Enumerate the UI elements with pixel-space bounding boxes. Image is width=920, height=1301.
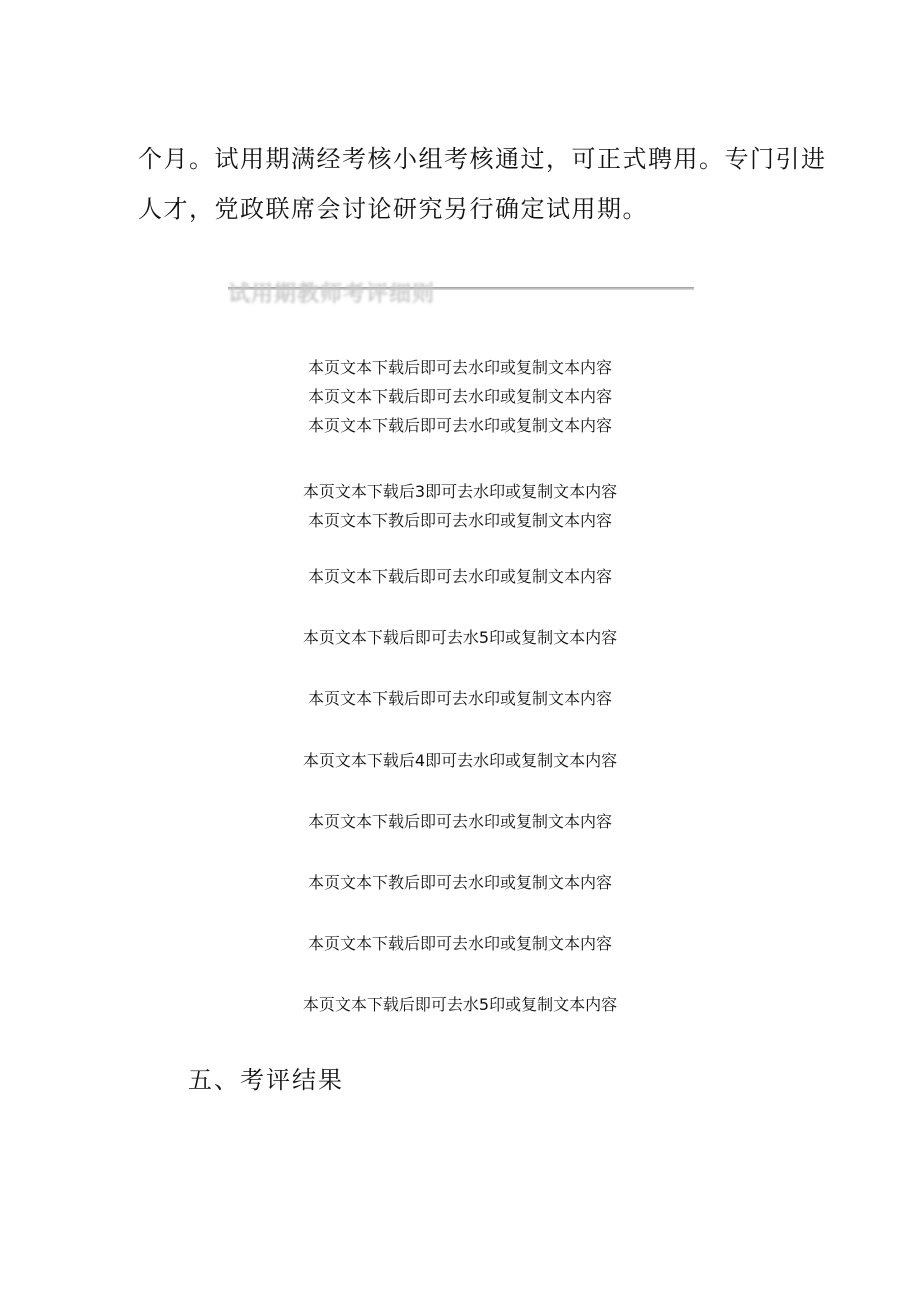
obscured-title: 试用期教师考评细则 bbox=[228, 282, 436, 307]
watermark-line: 本页文本下载后即可去水印或复制文本内容 bbox=[307, 689, 612, 708]
watermark-line: 本页文本下教后即可去水印或复制文本内容 bbox=[307, 511, 612, 530]
body-text-line-2: 人才，党政联席会讨论研究另行确定试用期。 bbox=[138, 195, 648, 223]
watermark-line: 本页文本下教后即可去水印或复制文本内容 bbox=[307, 873, 612, 892]
watermark-line: 本页文本下载后4即可去水印或复制文本内容 bbox=[302, 751, 618, 770]
watermark-line: 本页文本下载后即可去水印或复制文本内容 bbox=[307, 358, 612, 377]
watermark-line: 本页文本下载后即可去水印或复制文本内容 bbox=[307, 387, 612, 406]
watermark-line: 本页文本下载后即可去水5印或复制文本内容 bbox=[302, 995, 618, 1014]
watermark-line: 本页文本下载后即可去水印或复制文本内容 bbox=[307, 812, 612, 831]
watermark-line: 本页文本下载后即可去水印或复制文本内容 bbox=[307, 934, 612, 953]
watermark-line: 本页文本下载后3即可去水印或复制文本内容 bbox=[302, 482, 618, 501]
watermark-line: 本页文本下载后即可去水5印或复制文本内容 bbox=[302, 628, 618, 647]
section-heading: 五、考评结果 bbox=[188, 1066, 344, 1094]
watermark-line: 本页文本下载后即可去水印或复制文本内容 bbox=[307, 567, 612, 586]
watermark-line: 本页文本下载后即可去水印或复制文本内容 bbox=[307, 416, 612, 435]
body-text-line-1: 个月。试用期满经考核小组考核通过，可正式聘用。专门引进 bbox=[138, 145, 827, 173]
